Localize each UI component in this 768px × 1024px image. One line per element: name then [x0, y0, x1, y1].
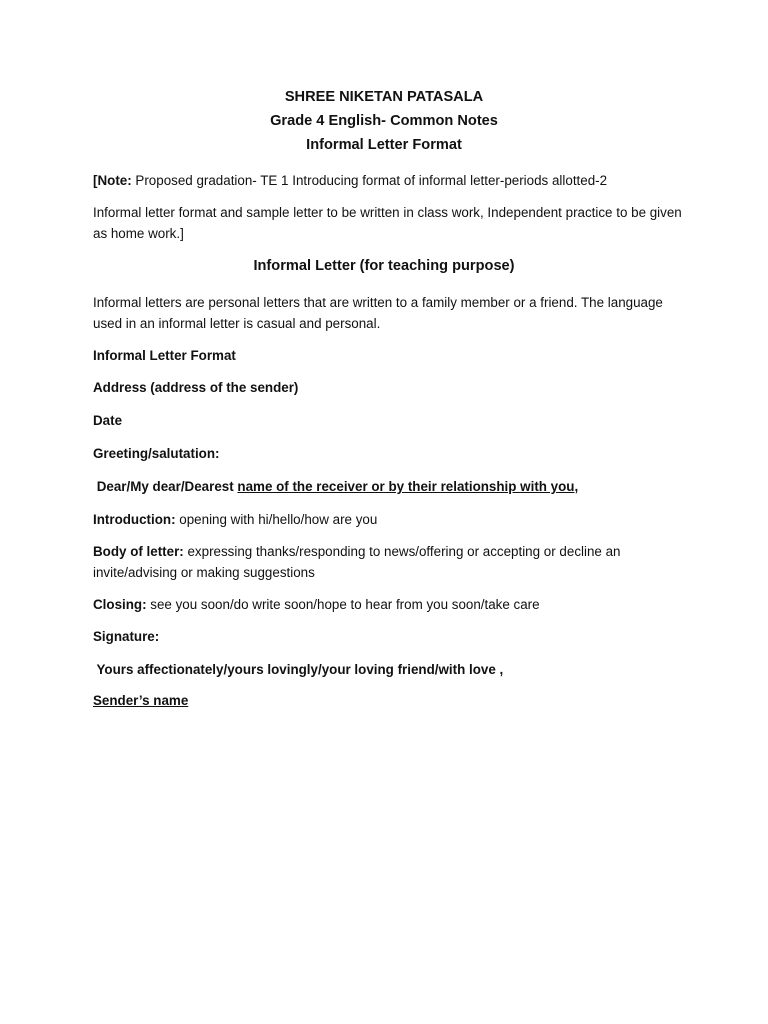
- body-line: [93, 541, 683, 583]
- format-title: Informal Letter Format: [93, 348, 236, 363]
- address-line: Address (address of the sender): [93, 380, 299, 395]
- introduction-line: [93, 509, 683, 530]
- note-line: [93, 170, 683, 191]
- subheading: Informal Letter (for teaching purpose): [253, 258, 515, 274]
- note-label: Note:: [97, 173, 132, 188]
- introduction-text: opening with hi/hello/how are you: [175, 512, 378, 527]
- school-name: SHREE NIKETAN PATASALA: [284, 89, 484, 105]
- dear-name: name of the receiver or by their relationship with you: [237, 479, 575, 494]
- yours-line: Yours affectionately/yours lovingly/your loving friend/with love ,: [93, 662, 504, 677]
- note-open-bracket: [: [93, 173, 98, 188]
- greeting-line: Greeting/salutation:: [93, 446, 220, 461]
- closing-line: [93, 594, 683, 615]
- dear-comma: ,: [574, 479, 579, 494]
- closing-text: see you soon/do write soon/hope to hear from you soon/take care: [146, 597, 540, 612]
- intro-paragraph: Informal letters are personal letters that are written to a family member or a friend. The language used in an informal letter is casual and personal.: [93, 295, 663, 331]
- dear-line: [93, 476, 683, 497]
- topic-title: Informal Letter Format: [306, 137, 462, 153]
- body-label: Body of letter:: [93, 544, 184, 559]
- body-text: expressing thanks/responding to news/offering or accepting or decline an invite/advising or making suggestions: [93, 544, 621, 580]
- introduction-label: Introduction:: [93, 512, 176, 527]
- sender-name: Sender’s name: [93, 693, 189, 708]
- note-paragraph: Informal letter format and sample letter to be written in class work, Independent practice to be given as home work.]: [93, 205, 682, 241]
- date-line: Date: [93, 413, 123, 428]
- closing-label: Closing:: [93, 597, 147, 612]
- grade-title: Grade 4 English- Common Notes: [270, 113, 498, 129]
- dear-prefix: Dear/My dear/Dearest: [93, 479, 238, 494]
- note-text: Proposed gradation- TE 1 Introducing format of informal letter-periods allotted-2: [131, 173, 608, 188]
- signature-line: Signature:: [93, 629, 160, 644]
